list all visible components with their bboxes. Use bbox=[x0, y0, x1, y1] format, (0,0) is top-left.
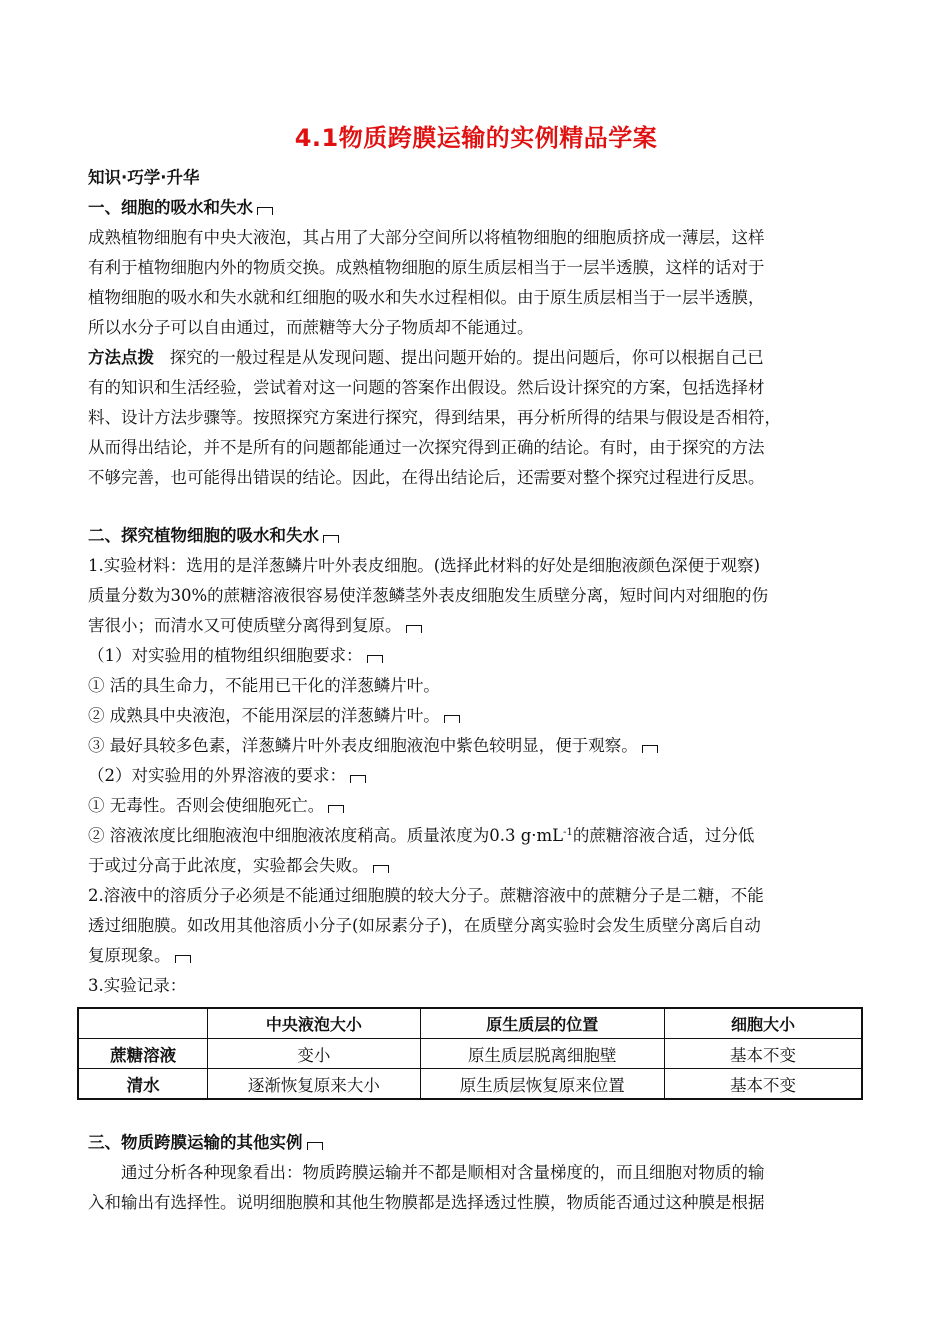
table-cell: 基本不变 bbox=[664, 1039, 862, 1069]
requirement-heading-1: （1）对实验用的植物组织细胞要求： bbox=[88, 641, 864, 671]
paragraph-line: 3.实验记录： bbox=[88, 976, 187, 995]
table-row-header: 清水 bbox=[78, 1069, 208, 1100]
paragraph-line: 有的知识和生活经验，尝试着对这一问题的答案作出假设。然后设计探究的方案，包括选择材 bbox=[88, 378, 765, 397]
table-cell: 变小 bbox=[208, 1039, 420, 1069]
list-item: ① 无毒性。否则会使细胞死亡。 bbox=[88, 791, 864, 821]
table-row bbox=[78, 1069, 862, 1100]
list-item: ③ 最好具较多色素，洋葱鳞片叶外表皮细胞液泡中紫色较明显，便于观察。 bbox=[88, 731, 864, 761]
requirement-heading-2: （2）对实验用的外界溶液的要求： bbox=[88, 761, 864, 791]
list-item: ① 活的具生命力，不能用已干化的洋葱鳞片叶。 bbox=[88, 676, 440, 695]
return-mark-icon bbox=[444, 715, 460, 723]
table-header-cell: 中央液泡大小 bbox=[208, 1008, 420, 1039]
method-tip-line: 方法点拨 探究的一般过程是从发现问题、提出问题开始的。提出问题后，你可以根据自己已 bbox=[88, 348, 764, 367]
return-mark-icon bbox=[642, 745, 658, 753]
table-cell: 逐渐恢复原来大小 bbox=[208, 1069, 420, 1100]
document-page bbox=[88, 118, 864, 1218]
paragraph-line: 料、设计方法步骤等。按照探究方案进行探究，得到结果，再分析所得的结果与假设是否相符， bbox=[88, 408, 781, 427]
section-heading-1: 一、细胞的吸水和失水 bbox=[88, 193, 864, 223]
paragraph-line: 1.实验材料：选用的是洋葱鳞片叶外表皮细胞。(选择此材料的好处是细胞液颜色深便于观察) bbox=[88, 556, 761, 575]
list-item: ② 成熟具中央液泡，不能用深层的洋葱鳞片叶。 bbox=[88, 701, 864, 731]
document-title: 4.1物质跨膜运输的实例精品学案 bbox=[294, 124, 658, 152]
paragraph-line: 害很小；而清水又可使质壁分离得到复原。 bbox=[88, 611, 864, 641]
return-mark-icon bbox=[307, 1142, 323, 1150]
paragraph-line: 有利于植物细胞内外的物质交换。成熟植物细胞的原生质层相当于一层半透膜，这样的话对于 bbox=[88, 258, 765, 277]
return-mark-icon bbox=[350, 775, 366, 783]
paragraph-line: 通过分析各种现象看出：物质跨膜运输并不都是顺相对含量梯度的，而且细胞对物质的输 bbox=[121, 1163, 765, 1182]
return-mark-icon bbox=[323, 535, 339, 543]
return-mark-icon bbox=[367, 655, 383, 663]
paragraph-line: 植物细胞的吸水和失水就和红细胞的吸水和失水过程相似。由于原生质层相当于一层半透膜， bbox=[88, 288, 765, 307]
paragraph-line: 所以水分子可以自由通过，而蔗糖等大分子物质却不能通过。 bbox=[88, 318, 534, 337]
list-item-continued: 于或过分高于此浓度，实验都会失败。 bbox=[88, 851, 864, 881]
paragraph-line: 成熟植物细胞有中央大液泡，其占用了大部分空间所以将植物细胞的细胞质挤成一薄层，这样 bbox=[88, 228, 765, 247]
section-heading-2: 二、探究植物细胞的吸水和失水 bbox=[88, 521, 864, 551]
table-header-cell: 细胞大小 bbox=[664, 1008, 862, 1039]
return-mark-icon bbox=[328, 805, 344, 813]
table-header-cell bbox=[78, 1008, 208, 1039]
return-mark-icon bbox=[175, 955, 191, 963]
paragraph-line: 2.溶液中的溶质分子必须是不能通过细胞膜的较大分子。蔗糖溶液中的蔗糖分子是二糖，不能 bbox=[88, 886, 764, 905]
subtitle: 知识·巧学·升华 bbox=[88, 168, 200, 187]
table-row-header: 蔗糖溶液 bbox=[78, 1039, 208, 1069]
table-cell: 基本不变 bbox=[664, 1069, 862, 1100]
paragraph-line: 不够完善，也可能得出错误的结论。因此，在得出结论后，还需要对整个探究过程进行反思。 bbox=[88, 468, 765, 487]
paragraph-line: 从而得出结论，并不是所有的问题都能通过一次探究得到正确的结论。有时，由于探究的方法 bbox=[88, 438, 765, 457]
paragraph-line: 质量分数为30%的蔗糖溶液很容易使洋葱鳞茎外表皮细胞发生质壁分离，短时间内对细胞的伤 bbox=[88, 586, 769, 605]
section-heading-3: 三、物质跨膜运输的其他实例 bbox=[88, 1128, 864, 1158]
method-tip-label: 方法点拨 bbox=[88, 348, 154, 367]
table-header-row bbox=[78, 1008, 862, 1039]
paragraph-line: 复原现象。 bbox=[88, 941, 864, 971]
table-header-cell: 原生质层的位置 bbox=[420, 1008, 664, 1039]
return-mark-icon bbox=[406, 625, 422, 633]
experiment-record-table bbox=[77, 1007, 863, 1100]
return-mark-icon bbox=[257, 207, 273, 215]
superscript: -1 bbox=[563, 827, 573, 838]
paragraph-line: 透过细胞膜。如改用其他溶质小分子(如尿素分子)，在质壁分离实验时会发生质壁分离后自动 bbox=[88, 916, 761, 935]
table-cell: 原生质层脱离细胞壁 bbox=[420, 1039, 664, 1069]
return-mark-icon bbox=[373, 865, 389, 873]
paragraph-line: 入和输出有选择性。说明细胞膜和其他生物膜都是选择透过性膜，物质能否通过这种膜是根据 bbox=[88, 1193, 765, 1212]
table-cell: 原生质层恢复原来位置 bbox=[420, 1069, 664, 1100]
table-row bbox=[78, 1039, 862, 1069]
list-item: ② 溶液浓度比细胞液泡中细胞液浓度稍高。质量浓度为0.3 $g\cdot mL^{-1}$的蔗糖溶液合适，过分低 bbox=[88, 826, 755, 845]
